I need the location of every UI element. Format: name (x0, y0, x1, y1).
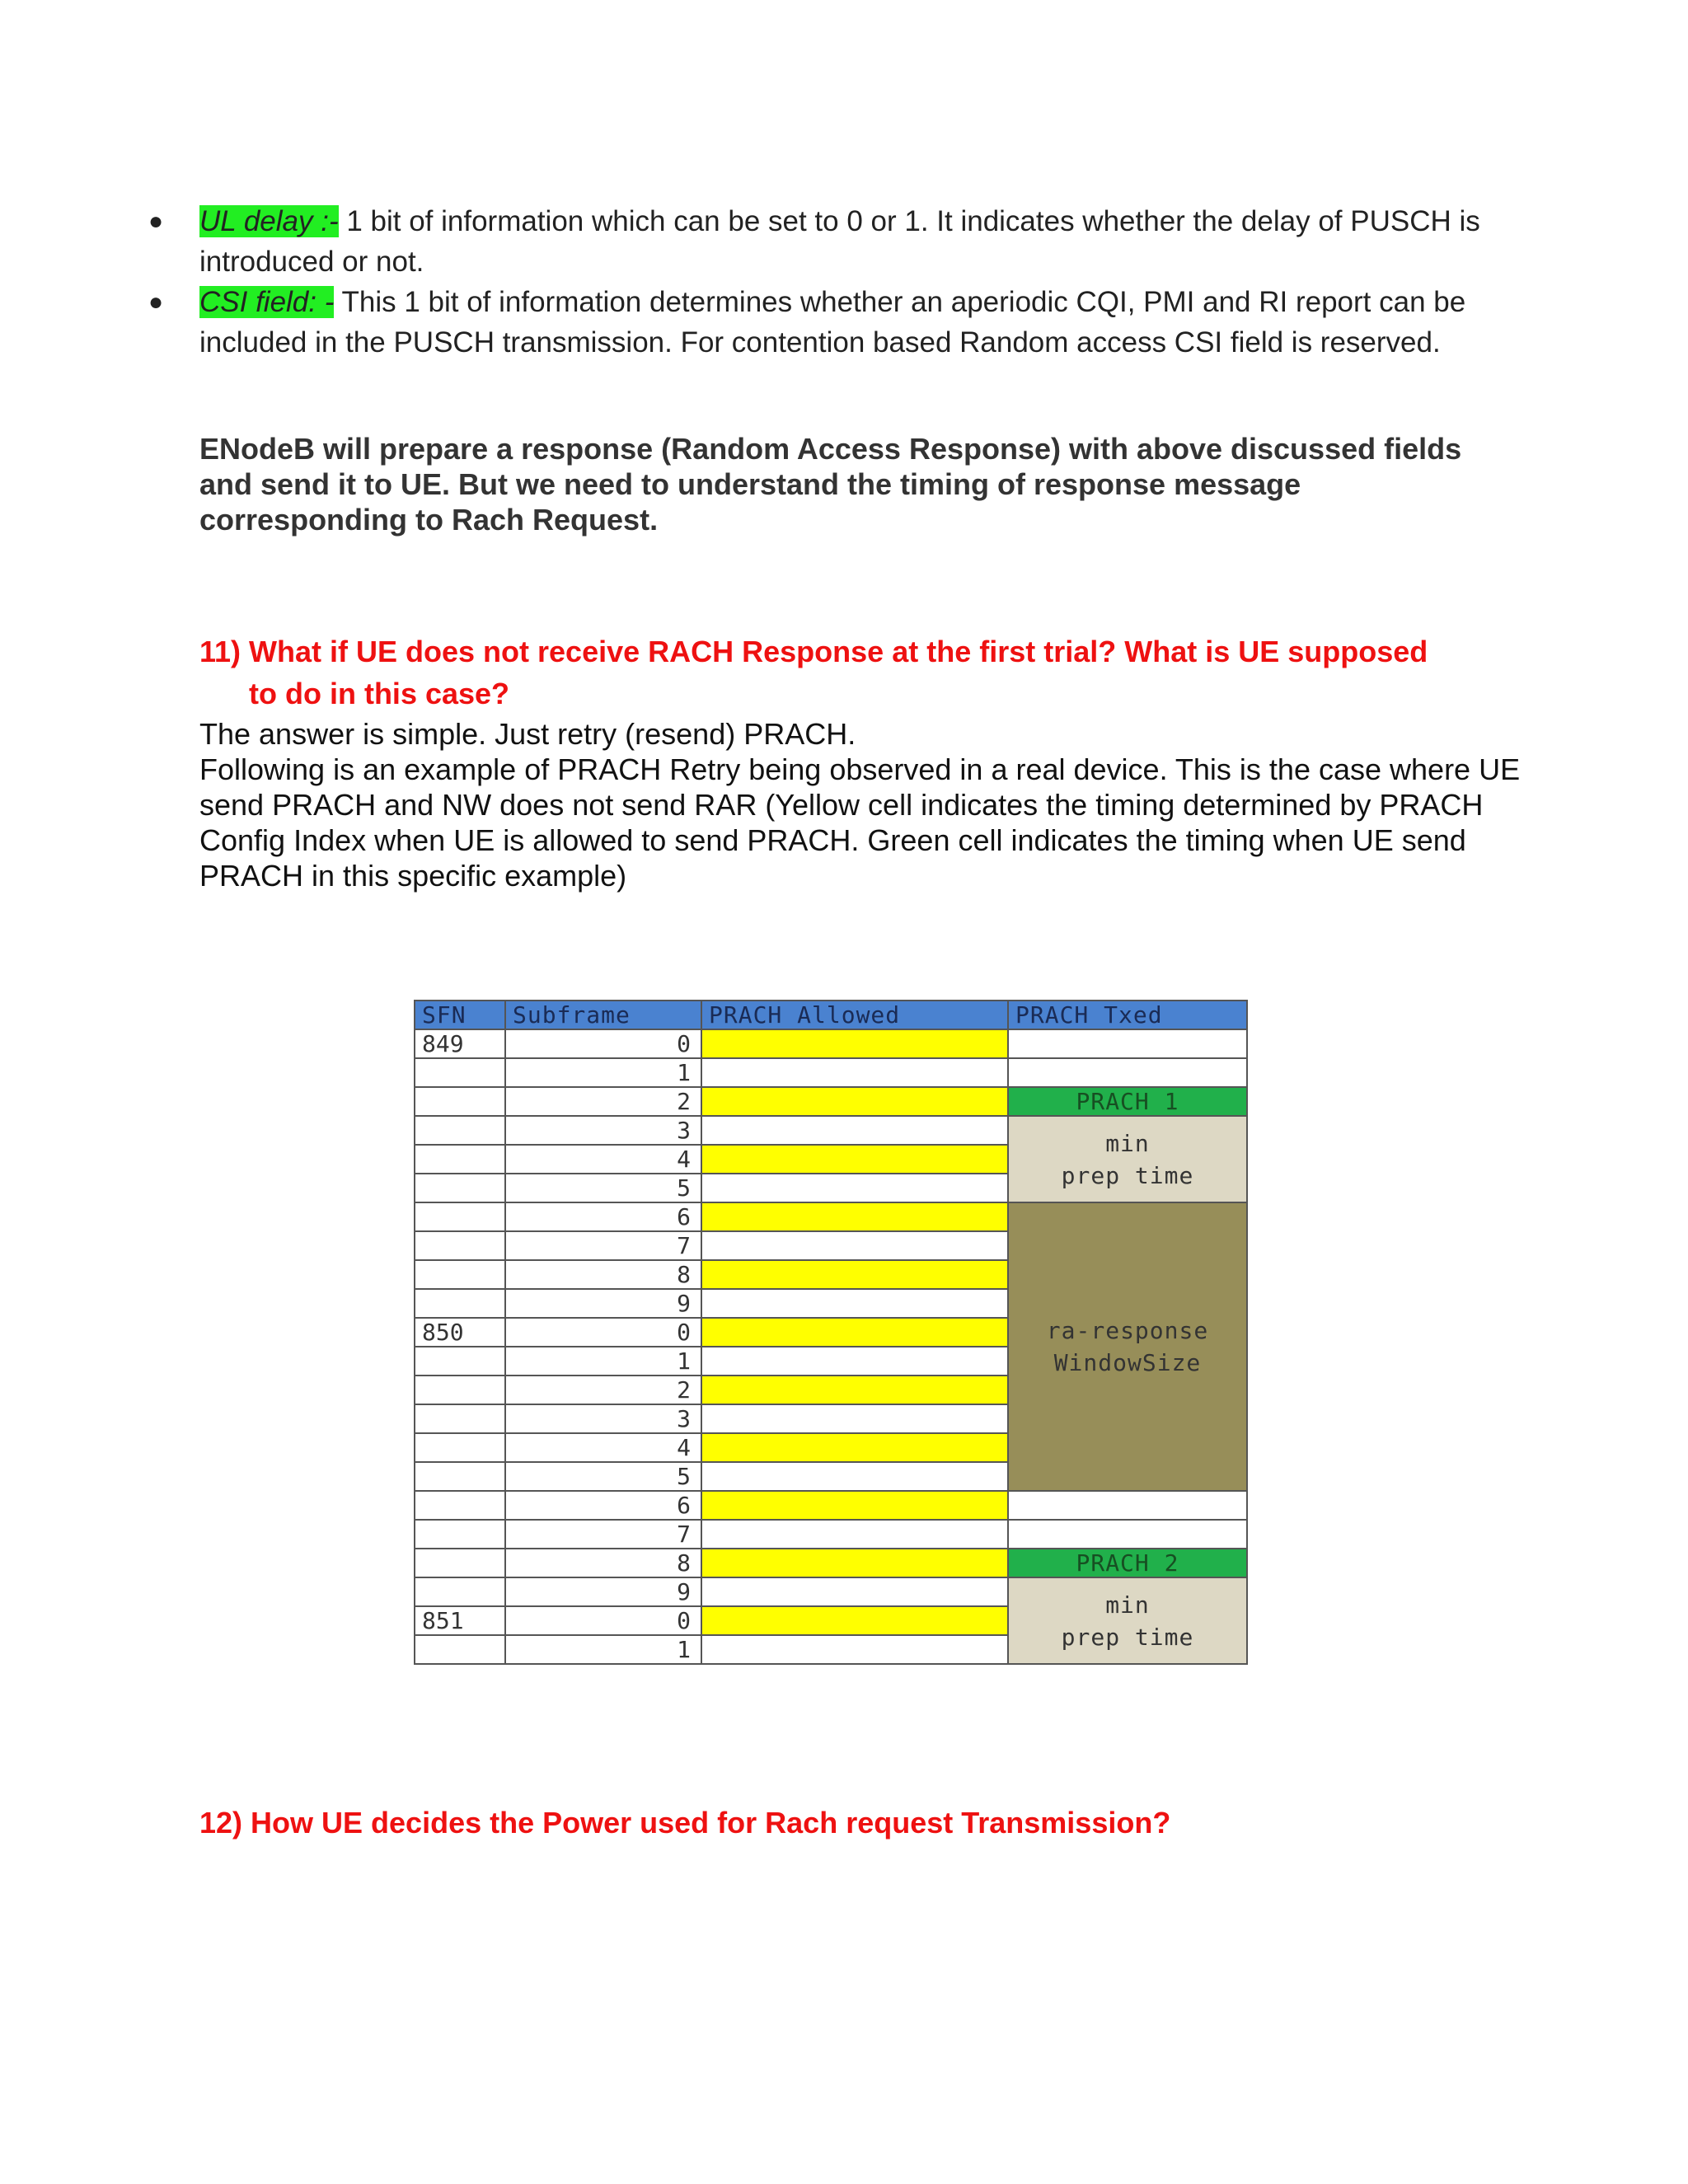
prach-allowed-cell (701, 1145, 1008, 1174)
subframe-cell: 8 (505, 1260, 701, 1289)
prach-allowed-cell (701, 1029, 1008, 1058)
prach-txed-cell (1008, 1029, 1247, 1058)
subframe-cell: 6 (505, 1491, 701, 1520)
header-prach-txed: PRACH Txed (1008, 1001, 1247, 1029)
sfn-cell: 851 (415, 1606, 505, 1635)
answer-line-2: Following is an example of PRACH Retry being observed in a real device. This is the case where UE send PRACH and NW does not send RAR (Yellow cell indicates the timing determined by PRACH Config Index when UE is allowed to send PRACH. Green cell indicates the timing when UE send PRACH in this specific example) (199, 752, 1521, 893)
prach-allowed-cell (701, 1347, 1008, 1376)
sfn-cell: 849 (415, 1029, 505, 1058)
subframe-cell: 1 (505, 1635, 701, 1664)
bullet-text: 1 bit of information which can be set to 0 or 1. It indicates whether the delay of PUSCH is introduced or not. (199, 205, 1480, 278)
prach-timing-table (414, 1000, 1248, 1665)
prach-allowed-cell (701, 1606, 1008, 1635)
prach-allowed-cell (701, 1260, 1008, 1289)
subframe-cell: 9 (505, 1577, 701, 1606)
subframe-cell: 7 (505, 1520, 701, 1549)
sfn-cell (415, 1174, 505, 1202)
sfn-cell (415, 1058, 505, 1087)
table-row (415, 1202, 1247, 1231)
prach-2-cell: PRACH 2 (1008, 1549, 1247, 1577)
sfn-cell (415, 1145, 505, 1174)
sfn-cell: 850 (415, 1318, 505, 1347)
prach-allowed-cell (701, 1318, 1008, 1347)
sfn-cell (415, 1577, 505, 1606)
subframe-cell: 6 (505, 1202, 701, 1231)
prach-allowed-cell (701, 1404, 1008, 1433)
bullet-icon: ● (148, 288, 164, 316)
sfn-cell (415, 1520, 505, 1549)
min-prep-time-cell (1008, 1116, 1247, 1202)
question-12-heading: 12) How UE decides the Power used for Rach request Transmission? (199, 1806, 1171, 1840)
prach-allowed-cell (701, 1376, 1008, 1404)
bullet-icon: ● (148, 208, 164, 235)
prach-txed-cell (1008, 1491, 1247, 1520)
sfn-cell (415, 1260, 505, 1289)
sfn-cell (415, 1433, 505, 1462)
table-row (415, 1087, 1247, 1116)
prach-allowed-cell (701, 1491, 1008, 1520)
question-11-heading (199, 630, 1551, 715)
subframe-cell: 5 (505, 1462, 701, 1491)
ra-response-window-cell (1008, 1202, 1247, 1491)
subframe-cell: 4 (505, 1145, 701, 1174)
bullet-list (148, 201, 1517, 363)
table-row (415, 1577, 1247, 1606)
subframe-cell: 0 (505, 1029, 701, 1058)
subframe-cell: 3 (505, 1404, 701, 1433)
prach-allowed-cell (701, 1202, 1008, 1231)
bullet-ul-delay (148, 201, 1517, 282)
sfn-cell (415, 1116, 505, 1145)
answer-paragraph (199, 716, 1551, 893)
subframe-cell: 7 (505, 1231, 701, 1260)
prach-allowed-cell (701, 1289, 1008, 1318)
ra-response-label: ra-response (1046, 1317, 1209, 1344)
table-row (415, 1116, 1247, 1145)
sfn-cell (415, 1087, 505, 1116)
prach-allowed-cell (701, 1087, 1008, 1116)
subframe-cell: 0 (505, 1318, 701, 1347)
min-prep-time-cell (1008, 1577, 1247, 1664)
subframe-cell: 8 (505, 1549, 701, 1577)
sfn-cell (415, 1404, 505, 1433)
subframe-cell: 9 (505, 1289, 701, 1318)
prach-allowed-cell (701, 1577, 1008, 1606)
sfn-cell (415, 1549, 505, 1577)
sfn-cell (415, 1231, 505, 1260)
question-11-line2: to do in this case? (249, 677, 510, 710)
subframe-cell: 1 (505, 1347, 701, 1376)
header-sfn: SFN (415, 1001, 505, 1029)
subframe-cell: 0 (505, 1606, 701, 1635)
table-row (415, 1549, 1247, 1577)
header-prach-allowed: PRACH Allowed (701, 1001, 1008, 1029)
bullet-text: This 1 bit of information determines whether an aperiodic CQI, PMI and RI report can be included in the PUSCH transmission. For contention based Random access CSI field is reserved. (199, 286, 1466, 359)
subframe-cell: 2 (505, 1376, 701, 1404)
prach-allowed-cell (701, 1635, 1008, 1664)
response-paragraph: ENodeB will prepare a response (Random Access Response) with above discussed fields and send it to UE. But we need to understand the timing of response message corresponding to Rach Request. (199, 432, 1462, 537)
prach-allowed-cell (701, 1116, 1008, 1145)
highlight-term: UL delay :- (199, 205, 339, 237)
subframe-cell: 2 (505, 1087, 701, 1116)
prach-allowed-cell (701, 1058, 1008, 1087)
sfn-cell (415, 1289, 505, 1318)
prep-time-label: prep time (1061, 1623, 1194, 1651)
table-row (415, 1058, 1247, 1087)
sfn-cell (415, 1202, 505, 1231)
highlight-term: CSI field: - (199, 286, 335, 318)
sfn-cell (415, 1376, 505, 1404)
table-row (415, 1520, 1247, 1549)
bullet-csi-field (148, 282, 1517, 363)
table-header-row (415, 1001, 1247, 1029)
prach-allowed-cell (701, 1174, 1008, 1202)
prach-timing-table-wrapper (414, 1000, 1248, 1665)
subframe-cell: 3 (505, 1116, 701, 1145)
prach-1-cell: PRACH 1 (1008, 1087, 1247, 1116)
subframe-cell: 4 (505, 1433, 701, 1462)
table-row (415, 1491, 1247, 1520)
sfn-cell (415, 1491, 505, 1520)
prach-allowed-cell (701, 1462, 1008, 1491)
header-subframe: Subframe (505, 1001, 701, 1029)
table-row (415, 1029, 1247, 1058)
prach-allowed-cell (701, 1231, 1008, 1260)
sfn-cell (415, 1347, 505, 1376)
prep-time-label: prep time (1061, 1161, 1194, 1189)
min-label: min (1105, 1591, 1150, 1619)
question-11-line1: 11) What if UE does not receive RACH Response at the first trial? What is UE supposed (199, 635, 1428, 668)
prach-txed-cell (1008, 1058, 1247, 1087)
prach-allowed-cell (701, 1549, 1008, 1577)
sfn-cell (415, 1462, 505, 1491)
subframe-cell: 5 (505, 1174, 701, 1202)
window-size-label: WindowSize (1053, 1349, 1202, 1376)
prach-allowed-cell (701, 1520, 1008, 1549)
subframe-cell: 1 (505, 1058, 701, 1087)
prach-allowed-cell (701, 1433, 1008, 1462)
sfn-cell (415, 1635, 505, 1664)
min-label: min (1105, 1129, 1150, 1157)
prach-txed-cell (1008, 1520, 1247, 1549)
answer-line-1: The answer is simple. Just retry (resend) PRACH. (199, 717, 856, 751)
